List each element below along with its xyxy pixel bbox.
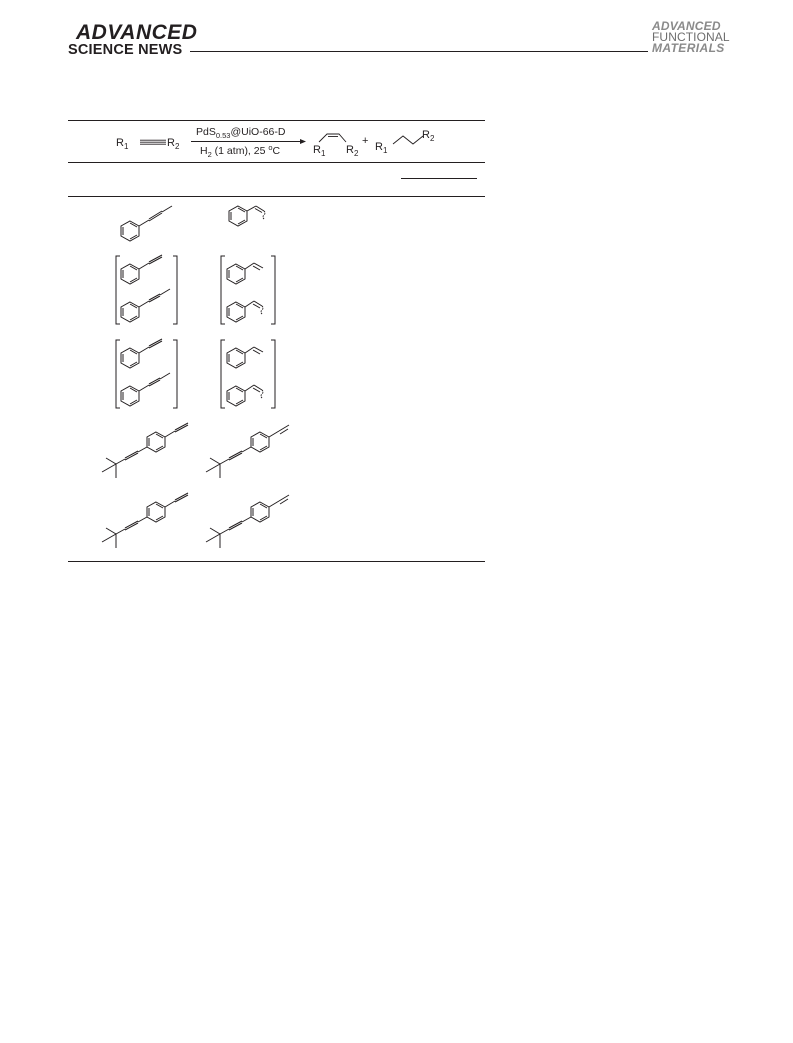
- structure-product-row4: [204, 420, 300, 482]
- scheme-alkane-r2: $R_2$: [422, 129, 435, 143]
- header-rule: [190, 51, 648, 52]
- scheme-reactant-r2: $R_2$: [167, 137, 180, 151]
- table-subheader-rule: [401, 178, 477, 179]
- table-top-rule: [68, 120, 485, 121]
- reaction-scheme: [100, 122, 460, 160]
- journal-logo-line1: ADVANCED: [652, 19, 721, 33]
- structure-product-row2: [219, 254, 279, 326]
- structure-substrate-row1: [112, 202, 174, 242]
- scheme-alkene-r1: $R_1$: [313, 144, 326, 158]
- table-body-rule: [68, 196, 485, 197]
- scheme-plus: +: [362, 135, 369, 147]
- publisher-logo: [68, 23, 197, 57]
- structure-substrate-row3: [114, 338, 180, 410]
- journal-logo-line3: MATERIALS: [652, 41, 725, 55]
- scheme-catalyst: PdS$_{0.53}$@UiO-66-D: [196, 126, 286, 140]
- reaction-arrow: [191, 139, 306, 144]
- scheme-reactant-r1: $R_1$: [116, 137, 129, 151]
- table-header-rule: [68, 162, 485, 163]
- scheme-alkane-r1: $R_1$: [375, 141, 388, 155]
- table-bottom-rule: [68, 561, 485, 562]
- structure-substrate-row2: [114, 254, 180, 326]
- structure-product-row1: [222, 200, 282, 240]
- alkyne-bond: [140, 140, 166, 144]
- journal-logo: [652, 21, 734, 54]
- publisher-logo-top: ADVANCED: [76, 21, 198, 44]
- structure-product-row5: [204, 490, 300, 552]
- structure-product-row3: [219, 338, 279, 410]
- alkane-chain: [393, 136, 423, 144]
- journal-logo-line2: FUNCTIONAL: [652, 30, 730, 44]
- cis-alkene-bonds: [319, 134, 346, 142]
- structure-substrate-row5: [100, 490, 196, 552]
- structure-substrate-row4: [100, 420, 196, 482]
- publisher-logo-bottom: SCIENCE NEWS: [68, 42, 183, 58]
- scheme-conditions: $H_2$ (1 atm), 25 $^o$C: [200, 143, 281, 159]
- scheme-alkene-r2: $R_2$: [346, 144, 359, 158]
